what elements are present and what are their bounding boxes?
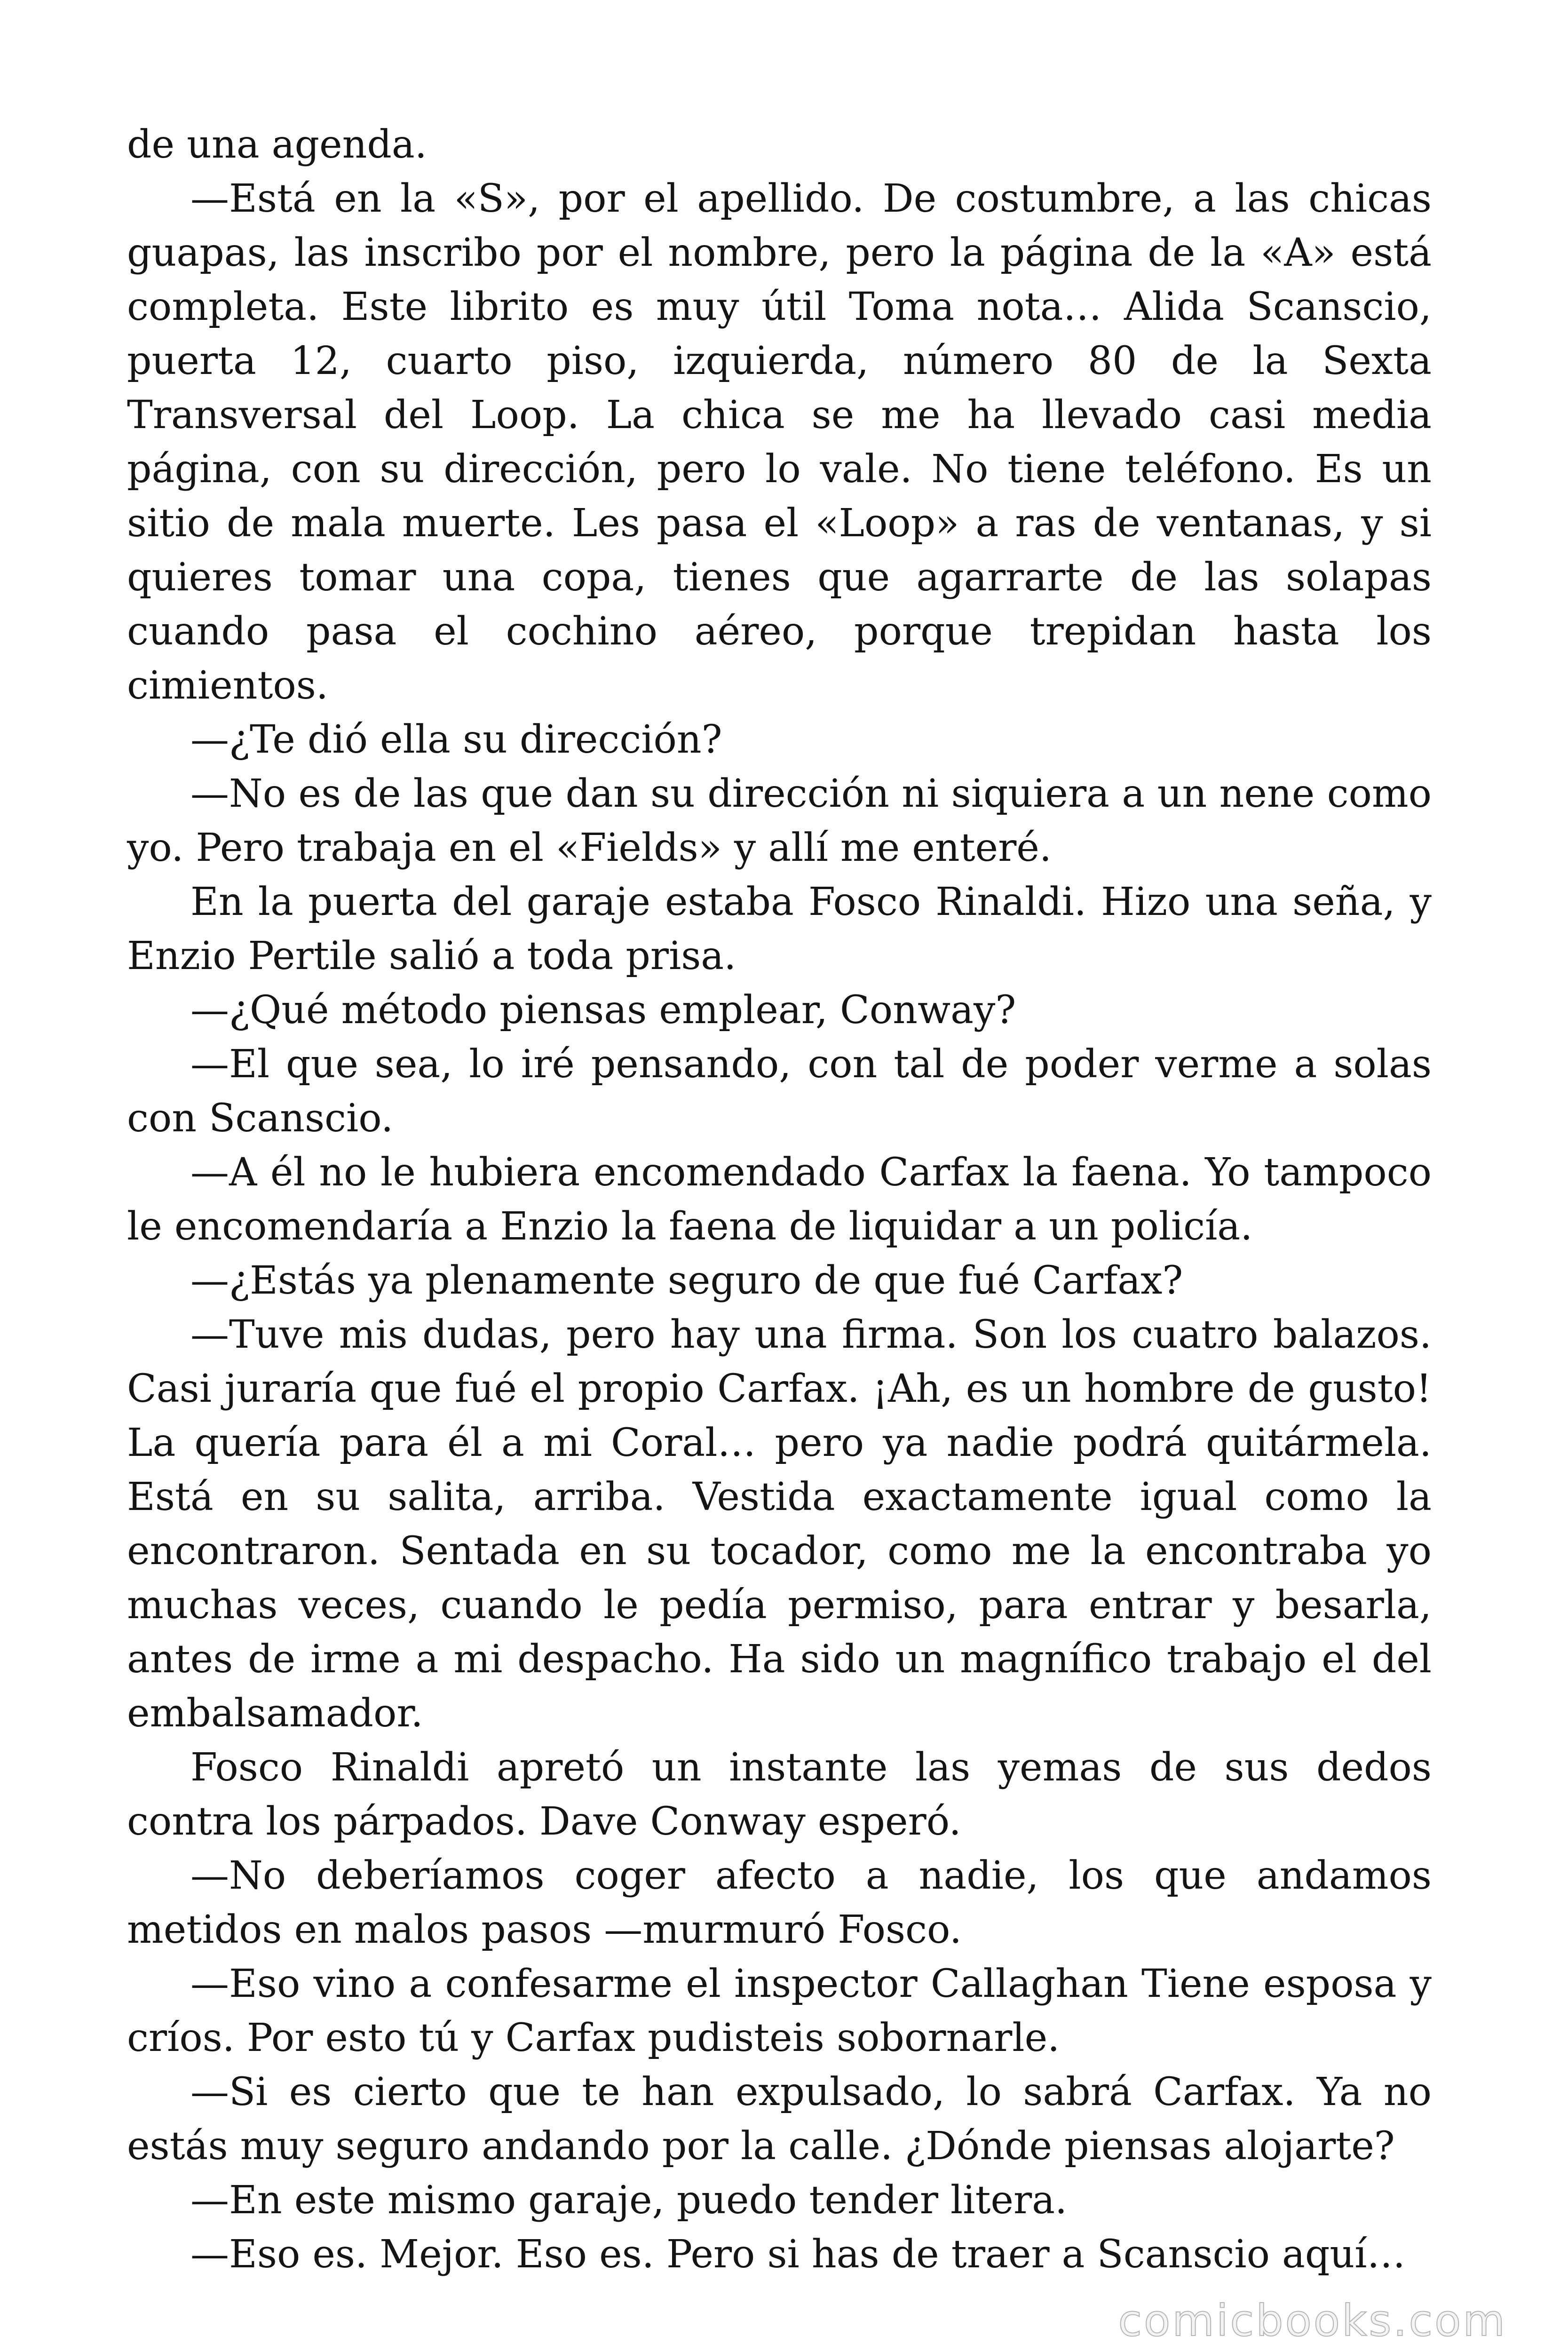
paragraph: —Eso vino a confesarme el inspector Callaghan Tiene esposa y críos. Por esto tú y Carfax pudisteis sobornarle.: [127, 1962, 1432, 2060]
paragraph: —A él no le hubiera encomendado Carfax la faena. Yo tampoco le encomendaría a Enzio la faena de liquidar a un policía.: [127, 1150, 1432, 1249]
paragraph: Fosco Rinaldi apretó un instante las yemas de sus dedos contra los párpados. Dave Conway esperó.: [127, 1745, 1432, 1844]
paragraph: —Está en la «S», por el apellido. De costumbre, a las chicas guapas, las inscribo por el nombre, pero la página de la «A» está completa. Este librito es muy útil Toma nota… Alida Scanscio, puerta 12, cuarto piso, izquierda, número 80 de la Sexta Transversal del Loop. La chica se me ha llevado casi media página, con su dirección, pero lo vale. No tiene teléfono. Es un sitio de mala muerte. Les pasa el «Loop» a ras de ventanas, y si quieres tomar una copa, tienes que agarrarte de las solapas cuando pasa el cochino aéreo, porque trepidan hasta los cimientos.: [127, 176, 1432, 708]
paragraph: —No deberíamos coger afecto a nadie, los que andamos metidos en malos pasos —murmuró Fosco.: [127, 1853, 1432, 1952]
paragraph: —¿Estás ya plenamente seguro de que fué Carfax?: [190, 1258, 1183, 1303]
page-body-text: [127, 118, 1432, 2281]
watermark-text: comicbooks.com: [1118, 2296, 1507, 2346]
paragraph: —Tuve mis dudas, pero hay una firma. Son los cuatro balazos. Casi juraría que fué el propio Carfax. ¡Ah, es un hombre de gusto! La quería para él a mi Coral… pero ya nadie podrá quitármela. Está en su salita, arriba. Vestida exactamente igual como la encontraron. Sentada en su tocador, como me la encontraba yo muchas veces, cuando le pedía permiso, para entrar y besarla, antes de irme a mi despacho. Ha sido un magnífico trabajo el del embalsamador.: [127, 1312, 1432, 1736]
paragraph: de una agenda.: [127, 122, 427, 167]
paragraph: —¿Qué método piensas emplear, Conway?: [190, 988, 1016, 1033]
paragraph: —En este mismo garaje, puedo tender litera.: [190, 2178, 1068, 2223]
paragraph: —El que sea, lo iré pensando, con tal de poder verme a solas con Scanscio.: [127, 1042, 1432, 1141]
paragraph: —¿Te dió ella su dirección?: [190, 717, 722, 762]
paragraph: —Eso es. Mejor. Eso es. Pero si has de traer a Scanscio aquí…: [190, 2232, 1406, 2277]
paragraph: En la puerta del garaje estaba Fosco Rinaldi. Hizo una seña, y Enzio Pertile salió a toda prisa.: [127, 880, 1432, 978]
paragraph: —No es de las que dan su dirección ni siquiera a un nene como yo. Pero trabaja en el «Fields» y allí me enteré.: [127, 771, 1432, 870]
paragraph: —Si es cierto que te han expulsado, lo sabrá Carfax. Ya no estás muy seguro andando por la calle. ¿Dónde piensas alojarte?: [127, 2070, 1432, 2169]
